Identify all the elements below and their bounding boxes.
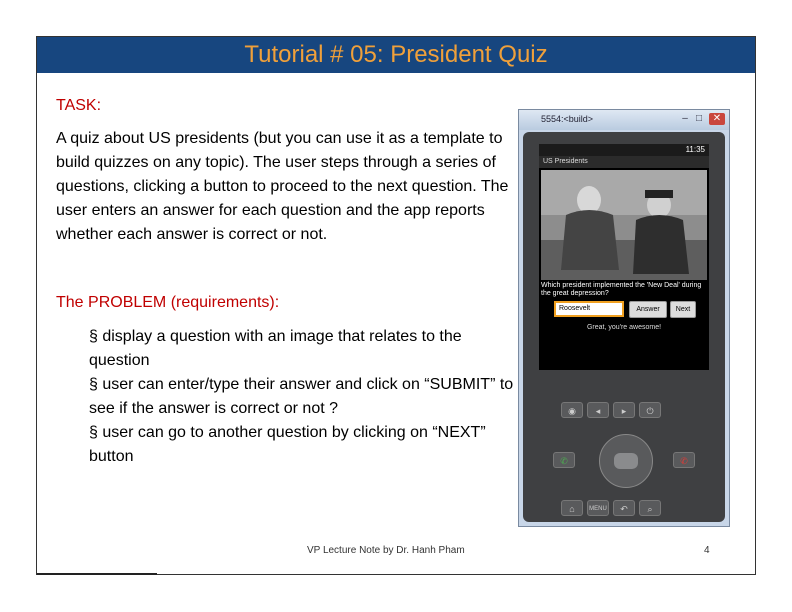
home-icon[interactable]: ⌂ xyxy=(561,500,583,516)
end-call-icon[interactable]: ✆ xyxy=(673,452,695,468)
slide xyxy=(36,36,756,575)
minimize-icon[interactable]: – xyxy=(682,113,688,124)
answer-button[interactable]: Answer xyxy=(629,301,667,318)
camera-icon[interactable]: ◉ xyxy=(561,402,583,418)
app-title: US Presidents xyxy=(539,156,709,168)
call-icon[interactable]: ✆ xyxy=(553,452,575,468)
dpad[interactable] xyxy=(599,434,653,488)
feedback-text: Great, you're awesome! xyxy=(586,324,662,331)
phone-screen xyxy=(539,144,709,370)
power-icon[interactable]: ⏻ xyxy=(639,402,661,418)
close-icon[interactable]: ✕ xyxy=(709,113,725,125)
slide-title: Tutorial # 05: President Quiz xyxy=(37,37,755,73)
maximize-icon[interactable]: □ xyxy=(695,113,703,124)
search-icon[interactable]: ⌕ xyxy=(639,500,661,516)
footer-note: VP Lecture Note by Dr. Hanh Pham xyxy=(307,545,465,556)
emulator-window xyxy=(518,109,730,527)
next-button[interactable]: Next xyxy=(670,301,696,318)
page-number: 4 xyxy=(704,545,710,556)
volume-up-icon[interactable]: ▸ xyxy=(613,402,635,418)
list-item: § display a question with an image that relates to the question xyxy=(89,328,462,369)
answer-input[interactable]: Roosevelt xyxy=(554,301,624,317)
menu-button[interactable]: MENU xyxy=(587,500,609,516)
question-text: Which president implemented the 'New Deal' during the great depression? xyxy=(541,282,702,297)
task-label: TASK: xyxy=(56,97,102,114)
phone-device xyxy=(523,132,725,522)
dpad-center-button[interactable] xyxy=(614,453,638,469)
back-icon[interactable]: ↶ xyxy=(613,500,635,516)
problem-label: The PROBLEM (requirements): xyxy=(56,294,280,311)
list-item: § user can go to another question by clicking on “NEXT” button xyxy=(89,424,486,465)
status-bar xyxy=(539,144,709,156)
hardware-keypad xyxy=(523,382,725,522)
president-photo xyxy=(541,170,707,280)
volume-down-icon[interactable]: ◂ xyxy=(587,402,609,418)
status-time: 11:35 xyxy=(685,145,705,154)
footer-divider xyxy=(37,573,157,575)
emulator-title: 5554:<build> xyxy=(541,114,594,124)
task-text: A quiz about US presidents (but you can use it as a template to build quizzes on any topic). The user steps through a series of questions, clicking a button to proceed to the next question. The user enters an answer for each question and the app reports whether each answer is correct or not. xyxy=(56,130,509,243)
emulator-titlebar xyxy=(519,110,729,130)
list-item: § user can enter/type their answer and click on “SUBMIT” to see if the answer is correct or not ? xyxy=(89,376,514,417)
requirements-list xyxy=(89,325,519,469)
